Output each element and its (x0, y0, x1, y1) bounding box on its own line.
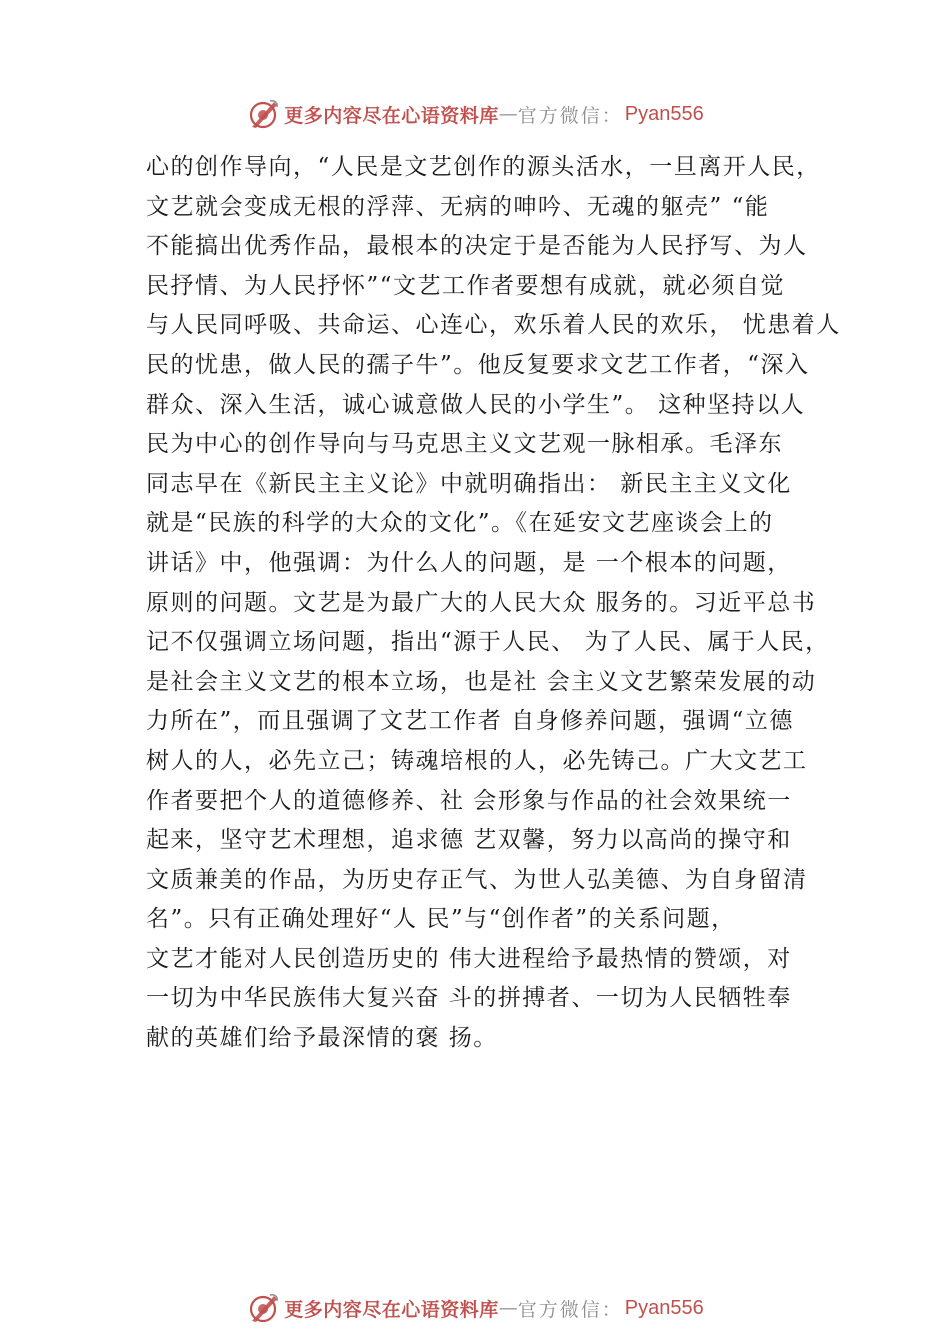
body-line: 起来，坚守艺术理想，追求德 艺双馨，努力以高尚的操守和 (146, 827, 792, 854)
body-line: 记不仅强调立场问题，指出“源于人民、 为了人民、属于人民， (146, 629, 830, 656)
footer-banner (0, 1288, 950, 1328)
body-line: 群众、深入生活，诚心诚意做人民的小学生”。 这种坚持以人 (146, 391, 806, 418)
body-line: 原则的问题。文艺是为最广大的人民大众 服务的。习近平总书 (146, 589, 817, 616)
body-line: 文艺才能对人民创造历史的 伟大进程给予最热情的赞颂，对 (146, 945, 792, 972)
body-line: 文质兼美的作品，为历史存正气、为世人弘美德、为自身留清 (146, 866, 808, 893)
body-line: 同志早在《新民主主义论》中就明确指出： 新民主主义文化 (146, 470, 792, 497)
body-line: 文艺就会变成无根的浮萍、无病的呻吟、无魂的躯壳” “能 (146, 193, 770, 220)
header-brand-text: 更多内容尽在心语资料库 (284, 104, 499, 127)
body-line: 力所在”，而且强调了文艺工作者 自身修养问题，强调“立德 (146, 708, 794, 735)
body-line: 树人的人，必先立己；铸魂培根的人，必先铸己。广大文艺工 (146, 747, 808, 774)
quill-seal-icon (246, 1291, 280, 1325)
footer-dash: — (498, 1297, 518, 1319)
body-line: 讲话》中，他强调：为什么人的问题，是 一个根本的问题， (146, 549, 792, 576)
document-body (146, 148, 846, 1059)
body-line: 与人民同呼吸、共命运、心连心，欢乐着人民的欢乐， 忧患着人 (146, 312, 841, 339)
body-line: 作者要把个人的道德修养、社 会形象与作品的社会效果统一 (146, 787, 792, 814)
quill-seal-icon (246, 97, 280, 131)
body-line: 是社会主义文艺的根本立场，也是社 会主义文艺繁荣发展的动 (146, 668, 817, 695)
header-wechat-label: 官方微信： (517, 104, 623, 127)
body-line: 献的英雄们给予最深情的褒 扬。 (146, 1025, 498, 1052)
header-wechat-handle: Pyan556 (624, 102, 704, 125)
footer-brand-text: 更多内容尽在心语资料库 (284, 1298, 499, 1321)
body-line: 不能搞出优秀作品，最根本的决定于是否能为人民抒写、为人 (146, 233, 808, 260)
header-dash: — (498, 103, 518, 125)
body-line: 民为中心的创作导向与马克思主义文艺观一脉相承。毛泽东 (146, 431, 783, 458)
body-line: 民的忧患，做人民的孺子牛”。他反复要求文艺工作者，“深入 (146, 351, 810, 378)
footer-wechat-label: 官方微信： (517, 1298, 623, 1321)
body-line: 就是“民族的科学的大众的文化”。《在延安文艺座谈会上的 (146, 510, 774, 537)
body-line: 心的创作导向，“人民是文艺创作的源头活水，一旦离开人民， (146, 154, 821, 180)
footer-wechat-handle: Pyan556 (624, 1296, 704, 1319)
body-line: 一切为中华民族伟大复兴奋 斗的拼搏者、一切为人民牺牲奉 (146, 985, 792, 1012)
body-line: 名”。只有正确处理好“人 民”与“创作者”的关系问题， (146, 906, 736, 933)
header-banner (0, 94, 950, 134)
body-line: 民抒情、为人民抒怀”“文艺工作者要想有成就，就必须自觉 (146, 272, 786, 299)
